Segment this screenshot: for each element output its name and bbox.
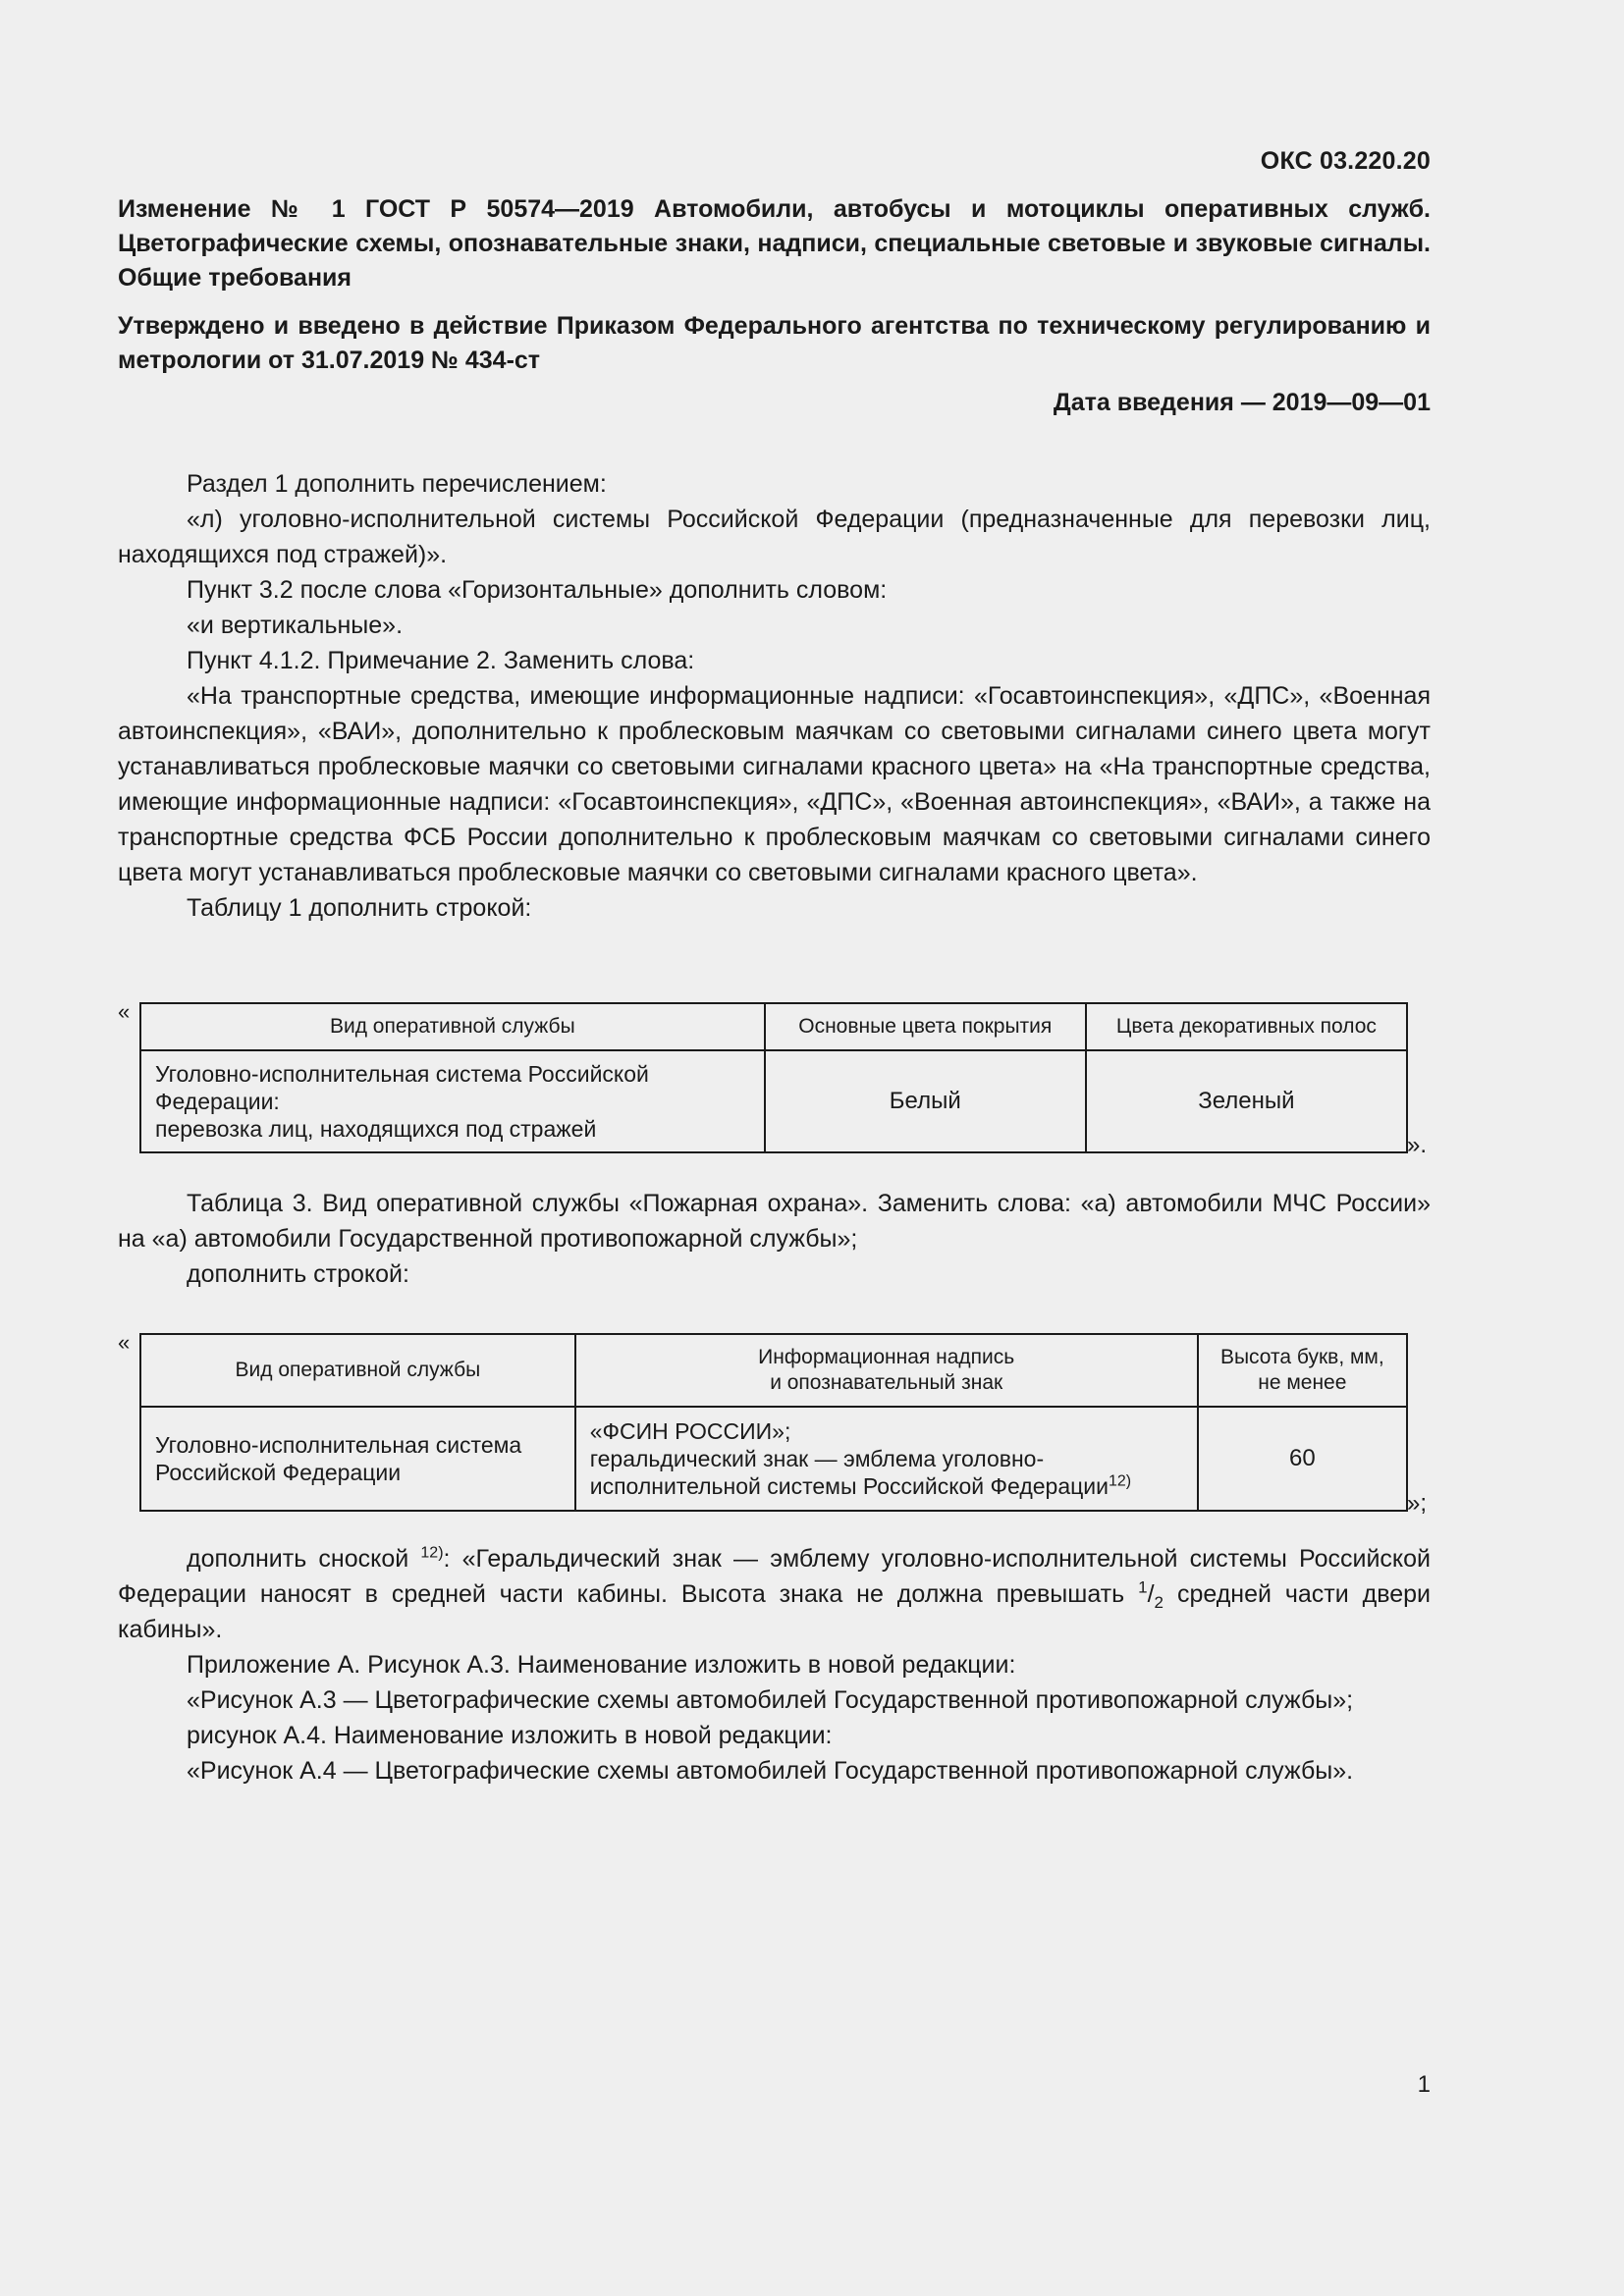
table1-open-quote: « xyxy=(118,999,131,1024)
table-row xyxy=(140,1407,1407,1511)
paragraph: Таблицу 1 дополнить строкой: xyxy=(187,894,532,922)
fraction-numerator: 1 xyxy=(1138,1577,1148,1597)
paragraph: Пункт 3.2 после слова «Горизонтальные» дополнить словом: xyxy=(187,576,888,604)
table-cell-main-color: Белый xyxy=(765,1050,1086,1152)
document-title: Изменение № 1 ГОСТ Р 50574—2019 Автомобили, автобусы и мотоциклы оперативных служб. Цветографические схемы, опознавательные знаки, надписи, специальные световые и звуковые сигналы. Общие требования xyxy=(118,195,1431,292)
paragraph: «На транспортные средства, имеющие информационные надписи: «Госавтоинспекция», «ДПС», «Военная автоинспекция», «ВАИ», дополнительно к проблесковым маячкам со световыми сигналами синего цвета могут устанавливаться проблесковые маячки со световыми сигналами красного цвета» на «На транспортные средства, имеющие информационные надписи: «Госавтоинспекция», «ДПС», «Военная автоинспекция», «ВАИ», а также на транспортные средства ФСБ России дополнительно к проблесковым маячкам со световыми сигналами синего цвета могут устанавливаться проблесковые маячки со световыми сигналами красного цвета». xyxy=(118,682,1431,886)
inscription-line: «ФСИН РОССИИ»; xyxy=(589,1418,791,1444)
paragraph: «и вертикальные». xyxy=(187,612,404,639)
header-line: Высота букв, мм, xyxy=(1219,1346,1384,1368)
table-cell-height: 60 xyxy=(1198,1407,1407,1511)
table-header-cell xyxy=(575,1334,1198,1407)
table-3-addition xyxy=(139,1333,1408,1512)
table-header-cell: Основные цвета покрытия xyxy=(765,1003,1086,1050)
document-page xyxy=(118,0,1431,2296)
service-line: Уголовно-исполнительная система Российской Федерации: xyxy=(155,1061,649,1114)
approval-statement: Утверждено и введено в действие Приказом Федерального агентства по техническому регулированию и метрологии от 31.07.2019 № 434-ст xyxy=(118,312,1431,374)
table-cell-stripe-color: Зеленый xyxy=(1086,1050,1407,1152)
table3-close-quote: »; xyxy=(1407,1490,1428,1517)
inscription-text: геральдический знак — эмблема уголовно-исполнительной системы Российской Федерации xyxy=(589,1446,1109,1499)
table-header-cell: Вид оперативной службы xyxy=(140,1003,765,1050)
table-cell-inscription xyxy=(575,1407,1198,1511)
page-number: 1 xyxy=(1417,2071,1431,2098)
header-line: и опознавательный знак xyxy=(770,1371,1003,1394)
table-header-row xyxy=(140,1334,1407,1407)
table-cell-service xyxy=(140,1050,765,1152)
footnote-text: средней части двери кабины». xyxy=(118,1580,1432,1643)
table-1-addition xyxy=(139,1002,1408,1153)
table-row xyxy=(140,1050,1407,1152)
table-header-cell: Цвета декоративных полос xyxy=(1086,1003,1407,1050)
paragraph: дополнить строкой: xyxy=(187,1260,409,1288)
footnote-mark: 12) xyxy=(420,1544,444,1562)
table-header-cell xyxy=(1198,1334,1407,1407)
table-header-cell: Вид оперативной службы xyxy=(140,1334,575,1407)
fraction-denominator: 2 xyxy=(1154,1593,1164,1612)
footnote-mark: 12) xyxy=(1108,1472,1132,1490)
amendment-text-section-1 xyxy=(118,466,1431,926)
amendment-text-section-3 xyxy=(118,1541,1431,1789)
footnote-intro: дополнить сноской xyxy=(187,1545,409,1573)
service-line: перевозка лиц, находящихся под стражей xyxy=(155,1116,597,1142)
header-line: не менее xyxy=(1258,1371,1347,1394)
table1-close-quote: ». xyxy=(1407,1132,1428,1158)
paragraph: Пункт 4.1.2. Примечание 2. Заменить слова: xyxy=(187,647,695,674)
oks-code: ОКС 03.220.20 xyxy=(1260,147,1431,175)
paragraph: рисунок А.4. Наименование изложить в новой редакции: xyxy=(187,1722,833,1749)
table-cell-service: Уголовно-исполнительная система Российской Федерации xyxy=(140,1407,575,1511)
paragraph: Раздел 1 дополнить перечислением: xyxy=(187,470,607,498)
fraction-one-half: $^1/_2$ xyxy=(1138,1577,1164,1612)
footnote-text: : «Геральдический знак — эмблему уголовно-исполнительной системы Российской Федерации наносят в средней части кабины. Высота знака не должна превышать xyxy=(118,1545,1432,1608)
paragraph: Приложение А. Рисунок А.3. Наименование изложить в новой редакции: xyxy=(187,1651,1016,1679)
header-line: Информационная надпись xyxy=(758,1346,1015,1368)
paragraph: «л) уголовно-исполнительной системы Российской Федерации (предназначенные для перевозки лиц, находящихся под стражей)». xyxy=(118,506,1431,568)
paragraph: Таблица 3. Вид оперативной службы «Пожарная охрана». Заменить слова: «а) автомобили МЧС России» на «а) автомобили Государственной противопожарной службы»; xyxy=(118,1190,1431,1253)
paragraph: «Рисунок А.4 — Цветографические схемы автомобилей Государственной противопожарной службы». xyxy=(187,1757,1354,1785)
table-header-row xyxy=(140,1003,1407,1050)
footnote-paragraph xyxy=(118,1541,1431,1647)
paragraph: «Рисунок А.3 — Цветографические схемы автомобилей Государственной противопожарной службы»; xyxy=(187,1686,1354,1714)
effective-date: Дата введения — 2019—09—01 xyxy=(1053,389,1431,416)
inscription-line xyxy=(590,1445,1183,1500)
table3-open-quote: « xyxy=(118,1330,131,1355)
amendment-text-section-2 xyxy=(118,1186,1431,1292)
